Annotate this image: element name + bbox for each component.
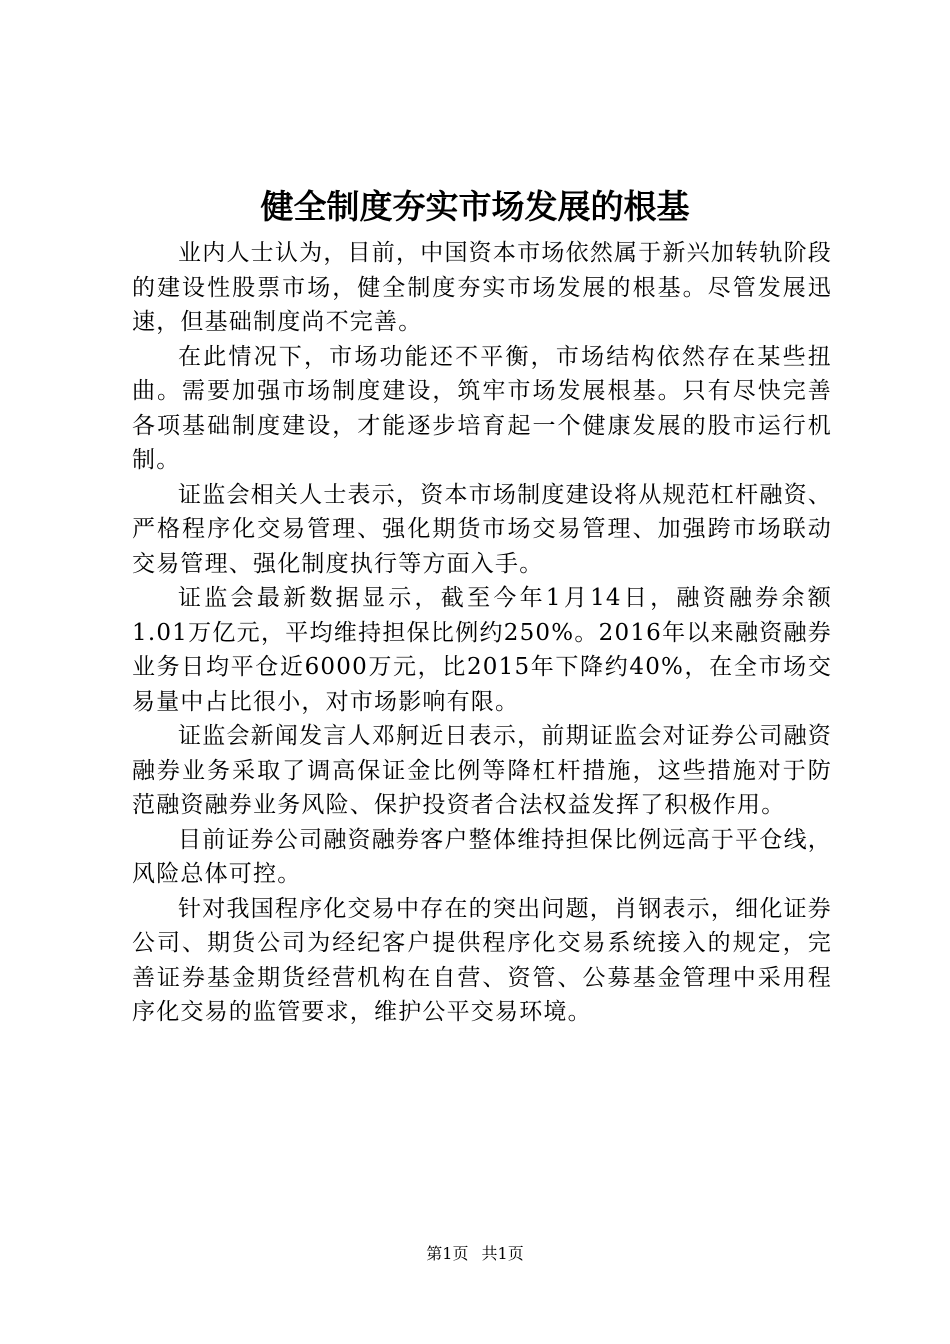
- paragraph: 证监会最新数据显示，截至今年1月14日，融资融券余额1.01万亿元，平均维持担保比例约250%。2016年以来融资融券业务日均平仓近6000万元，比2015年下降约40%，在全市场交易量中占比很小，对市场影响有限。: [132, 585, 832, 715]
- document-title: 健全制度夯实市场发展的根基: [260, 187, 690, 226]
- paragraph: 针对我国程序化交易中存在的突出问题，肖钢表示，细化证券公司、期货公司为经纪客户提供程序化交易系统接入的规定，完善证券基金期货经营机构在自营、资管、公募基金管理中采用程序化交易的监管要求，维护公平交易环境。: [132, 895, 832, 1025]
- page-number: 第1页: [426, 1244, 469, 1263]
- paragraph: 目前证券公司融资融券客户整体维持担保比例远高于平仓线，风险总体可控。: [132, 826, 832, 887]
- paragraph: 证监会新闻发言人邓舸近日表示，前期证监会对证券公司融资融券业务采取了调高保证金比例等降杠杆措施，这些措施对于防范融资融券业务风险、保护投资者合法权益发挥了积极作用。: [132, 723, 832, 818]
- paragraph: 证监会相关人士表示，资本市场制度建设将从规范杠杆融资、严格程序化交易管理、强化期货市场交易管理、加强跨市场联动交易管理、强化制度执行等方面入手。: [132, 481, 832, 577]
- page-total: 共1页: [481, 1244, 524, 1263]
- page-footer: [0, 1243, 950, 1265]
- paragraph: 在此情况下，市场功能还不平衡，市场结构依然存在某些扭曲。需要加强市场制度建设，筑牢市场发展根基。只有尽快完善各项基础制度建设，才能逐步培育起一个健康发展的股市运行机制。: [132, 343, 832, 473]
- paragraph: 业内人士认为，目前，中国资本市场依然属于新兴加转轨阶段的建设性股票市场，健全制度夯实市场发展的根基。尽管发展迅速，但基础制度尚不完善。: [132, 240, 832, 335]
- document-body: [132, 236, 832, 1030]
